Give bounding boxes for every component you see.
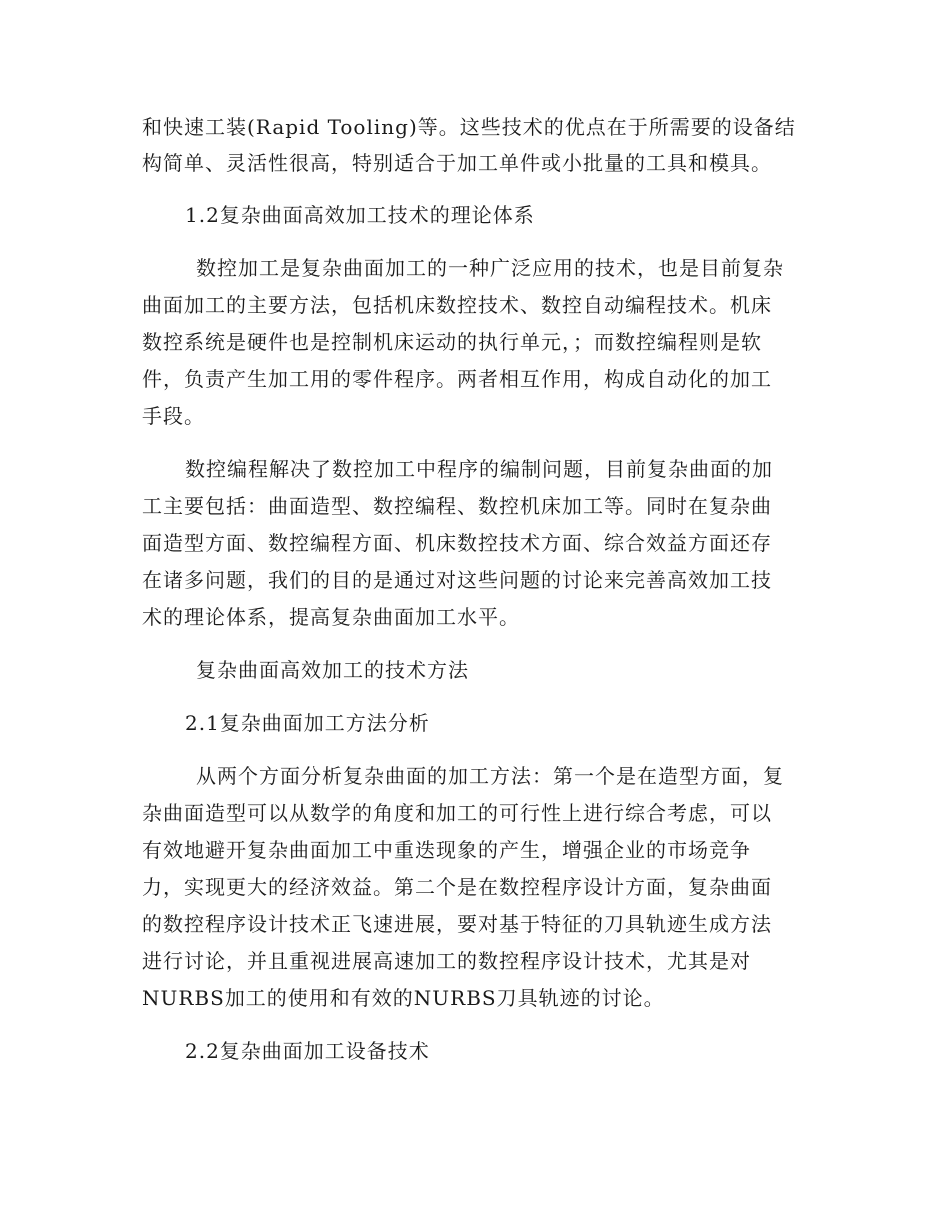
paragraph-line: 件，负责产生加工用的零件程序。两者相互作用，构成自动化的加工	[142, 367, 772, 391]
paragraph-line: 杂曲面造型可以从数学的角度和加工的可行性上进行综合考虑，可以	[142, 801, 772, 825]
paragraph-line: 的数控程序设计技术正飞速进展，要对基于特征的刀具轨迹生成方法	[142, 912, 772, 936]
paragraph-line: 从两个方面分析复杂曲面的加工方法：第一个是在造型方面，复	[196, 764, 784, 788]
paragraph-line: 曲面加工的主要方法，包括机床数控技术、数控自动编程技术。机床	[142, 293, 772, 317]
paragraph-line: 面造型方面、数控编程方面、机床数控技术方面、综合效益方面还存	[142, 531, 772, 555]
paragraph-line: 在诸多问题，我们的目的是通过对这些问题的讨论来完善高效加工技	[142, 568, 772, 592]
paragraph-line: 工主要包括：曲面造型、数控编程、数控机床加工等。同时在复杂曲	[142, 494, 772, 518]
paragraph-line: 构简单、灵活性很高，特别适合于加工单件或小批量的工具和模具。	[142, 151, 772, 175]
paragraph-line: 和快速工装(Rapid Tooling)等。这些技术的优点在于所需要的设备结	[142, 115, 796, 139]
paragraph-line: 有效地避开复杂曲面加工中重迭现象的产生，增强企业的市场竞争	[142, 838, 751, 862]
paragraph-line: 数控加工是复杂曲面加工的一种广泛应用的技术，也是目前复杂	[196, 256, 784, 280]
paragraph-line: 数控编程解决了数控加工中程序的编制问题，目前复杂曲面的加	[185, 457, 773, 481]
paragraph-line: 进行讨论，并且重视进展高速加工的数控程序设计技术，尤其是对	[142, 949, 751, 973]
section-heading-2-2: 2.2复杂曲面加工设备技术	[185, 1039, 430, 1063]
paragraph-line: 术的理论体系，提高复杂曲面加工水平。	[142, 605, 520, 629]
paragraph-line: 数控系统是硬件也是控制机床运动的执行单元，；而数控编程则是软	[142, 330, 762, 354]
section-heading-1-2: 1.2复杂曲面高效加工技术的理论体系	[185, 203, 535, 227]
paragraph-line: 手段。	[142, 404, 205, 428]
section-heading-methods: 复杂曲面高效加工的技术方法	[196, 658, 469, 682]
section-heading-2-1: 2.1复杂曲面加工方法分析	[185, 711, 430, 735]
paragraph-line: 力，实现更大的经济效益。第二个是在数控程序设计方面，复杂曲面	[142, 875, 772, 899]
paragraph-line: NURBS加工的使用和有效的NURBS刀具轨迹的讨论。	[142, 986, 665, 1010]
